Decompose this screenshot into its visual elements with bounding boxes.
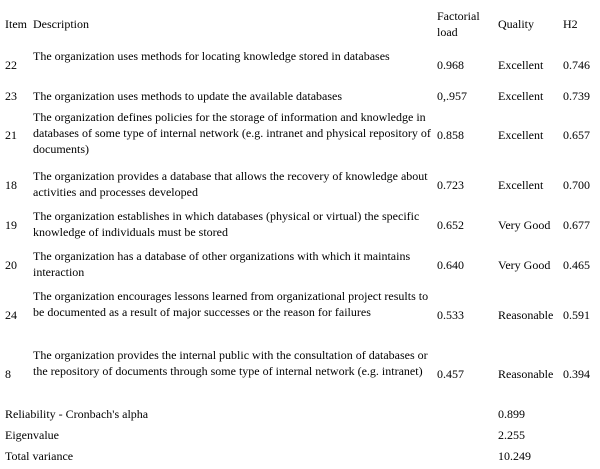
row-h2: 0.739 — [563, 89, 590, 103]
row-load: 0.968 — [437, 58, 464, 72]
row-description: The organization encourages lessons learned from organizational project results to be documented as a result of major successes or the reason for failures — [33, 289, 429, 319]
summary-label: Total variance — [5, 449, 74, 463]
row-h2: 0.700 — [563, 178, 590, 192]
row-description: The organization defines policies for the storage of information and knowledge in databases of some type of internal network (e.g. intranet and physical repository of documents) — [33, 110, 431, 156]
row-description: The organization uses methods to update the available databases — [33, 89, 343, 103]
row-h2: 0.591 — [563, 308, 590, 322]
row-load: 0,.957 — [437, 89, 467, 103]
row-item: 8 — [5, 367, 11, 381]
row-item: 20 — [5, 258, 17, 272]
row-quality: Excellent — [498, 128, 544, 142]
row-description: The organization provides a database that allows the recovery of knowledge about activities and processes developed — [33, 169, 428, 199]
header-h2: H2 — [563, 17, 578, 31]
summary-label: Reliability - Cronbach's alpha — [5, 407, 149, 421]
row-load: 0.723 — [437, 178, 464, 192]
row-item: 24 — [5, 308, 17, 322]
row-h2: 0.394 — [563, 367, 590, 381]
row-item: 23 — [5, 89, 17, 103]
row-h2: 0.465 — [563, 258, 590, 272]
row-load: 0.457 — [437, 367, 464, 381]
row-item: 19 — [5, 218, 17, 232]
row-quality: Reasonable — [498, 308, 554, 322]
header-factorial-load: Factorial load — [437, 9, 480, 39]
summary-value: 10.249 — [498, 449, 531, 463]
row-item: 22 — [5, 58, 17, 72]
header-description: Description — [33, 17, 89, 31]
row-quality: Very Good — [498, 218, 551, 232]
row-load: 0.858 — [437, 128, 464, 142]
row-description: The organization establishes in which databases (physical or virtual) the specific knowledge of individuals must be stored — [33, 209, 420, 239]
row-h2: 0.746 — [563, 58, 590, 72]
row-quality: Reasonable — [498, 367, 554, 381]
row-description: The organization has a database of other organizations with which it maintains interaction — [33, 249, 411, 279]
row-description: The organization provides the internal public with the consultation of databases or the repository of documents through some type of internal network (e.g. intranet) — [33, 348, 428, 378]
summary-value: 0.899 — [498, 407, 525, 421]
row-description: The organization uses methods for locating knowledge stored in databases — [33, 49, 390, 63]
row-load: 0.652 — [437, 218, 464, 232]
row-h2: 0.677 — [563, 218, 590, 232]
row-item: 18 — [5, 178, 17, 192]
summary-value: 2.255 — [498, 428, 525, 442]
summary-label: Eigenvalue — [5, 428, 59, 442]
row-load: 0.640 — [437, 258, 464, 272]
row-quality: Excellent — [498, 89, 544, 103]
header-quality: Quality — [498, 17, 534, 31]
row-item: 21 — [5, 128, 17, 142]
row-quality: Excellent — [498, 178, 544, 192]
header-item: Item — [5, 17, 27, 31]
row-quality: Excellent — [498, 58, 544, 72]
row-load: 0.533 — [437, 308, 464, 322]
row-h2: 0.657 — [563, 128, 590, 142]
row-quality: Very Good — [498, 258, 551, 272]
